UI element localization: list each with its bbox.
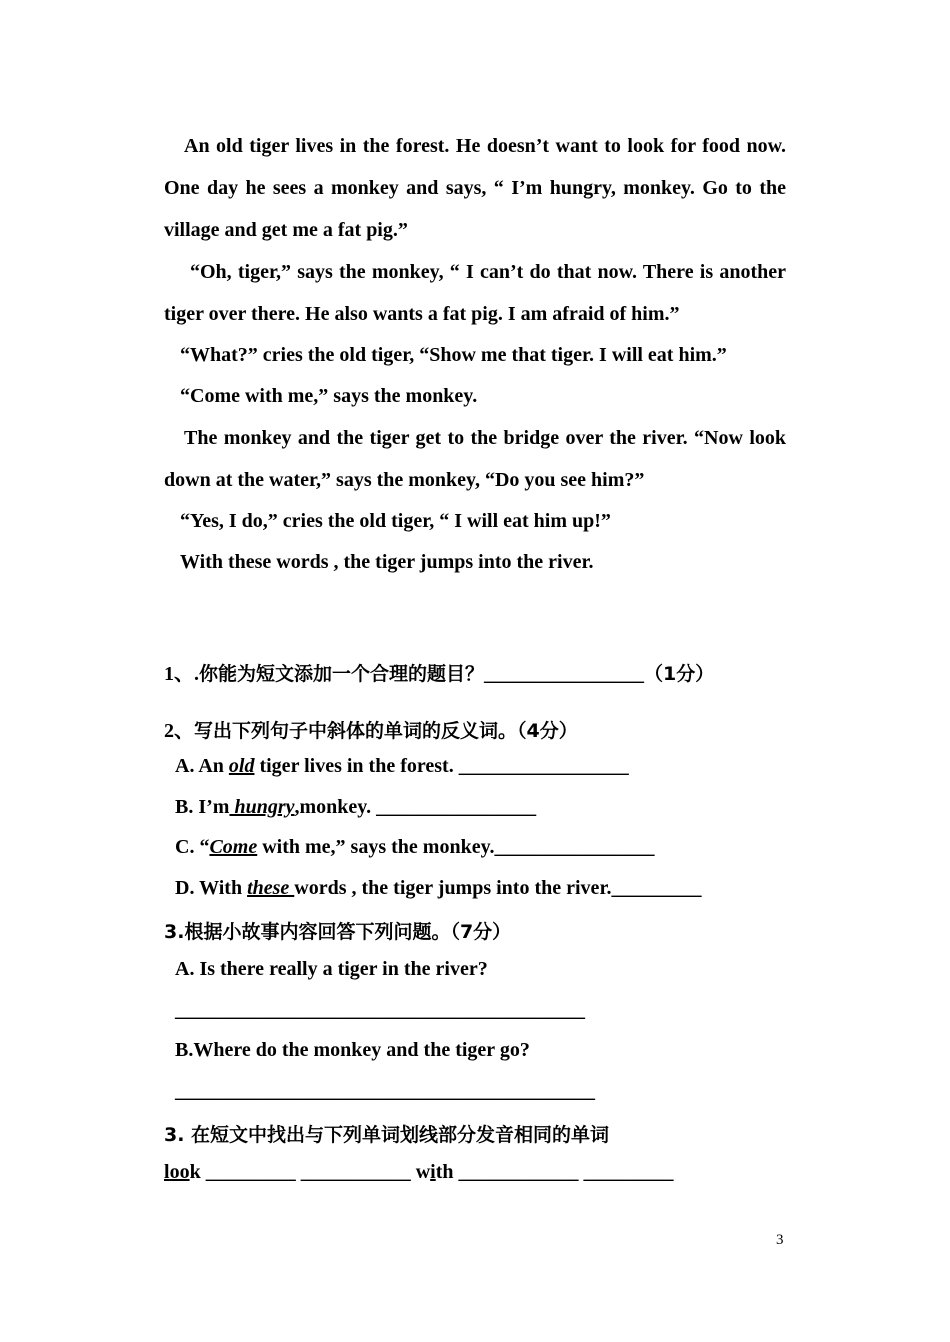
- question-3-item-a: A. Is there really a tiger in the river?: [175, 958, 488, 980]
- story-paragraph-1: An old tiger lives in the forest. He doesn’t want to look for food now. One day he sees a monkey and says, “ I’m hungry, monkey. Go to the village and get me a fat pig.”: [164, 135, 786, 241]
- word-look-end: k: [189, 1161, 201, 1183]
- item-b-blank[interactable]: ________________: [376, 796, 537, 818]
- word-look-start: l: [164, 1161, 170, 1183]
- word-with-end: th: [435, 1161, 454, 1183]
- question-3-answer-b[interactable]: __________________________________________: [175, 1080, 595, 1102]
- question-2-item-a: [175, 755, 629, 778]
- word-with-underlined: i: [430, 1161, 436, 1183]
- page-number: 3: [776, 1232, 784, 1248]
- question-4-title: 3. 在短文中找出与下列单词划线部分发音相同的单词: [164, 1124, 610, 1146]
- question-2: [164, 714, 578, 743]
- question-1-text: 你能为短文添加一个合理的题目？: [199, 663, 485, 685]
- word-look-blanks[interactable]: _________ ___________: [200, 1161, 416, 1183]
- item-d-word: these: [247, 877, 295, 899]
- item-c-rest: with me,” says the monkey.: [257, 836, 495, 858]
- question-4: [164, 1120, 609, 1147]
- question-2-item-d: [175, 877, 701, 900]
- story-paragraph-3: “What?” cries the old tiger, “Show me that tiger. I will eat him.”: [180, 344, 727, 366]
- item-a-rest: tiger lives in the forest.: [254, 755, 459, 777]
- question-2-text: 写出下列句子中斜体的单词的反义词。（4分）: [194, 720, 578, 742]
- item-d-label: D. With: [175, 877, 248, 899]
- item-c-word: Come: [209, 836, 258, 858]
- item-a-blank[interactable]: _________________: [458, 755, 629, 777]
- item-b-rest: ,monkey.: [294, 796, 377, 818]
- question-1-prefix: 1、.: [164, 663, 199, 685]
- story-paragraph-6: “Yes, I do,” cries the old tiger, “ I will eat him up!”: [180, 510, 611, 532]
- story-paragraph-5: The monkey and the tiger get to the bridge over the river. “Now look down at the water,” says the monkey, “Do you see him?”: [164, 427, 786, 491]
- question-3-answer-a[interactable]: _________________________________________: [175, 999, 585, 1021]
- item-a-label: A. An: [175, 755, 229, 777]
- story-paragraph-4: “Come with me,” says the monkey.: [180, 385, 478, 407]
- question-3-item-b: B.Where do the monkey and the tiger go?: [175, 1039, 530, 1061]
- question-1: [164, 657, 714, 686]
- item-b-label: B. I’m: [175, 796, 230, 818]
- item-d-blank[interactable]: _________: [611, 877, 702, 899]
- item-b-word: hungry: [229, 796, 295, 818]
- question-1-score: （1分）: [644, 663, 715, 685]
- question-2-item-b: [175, 796, 536, 819]
- story-paragraph-7: With these words , the tiger jumps into the river.: [180, 551, 594, 573]
- word-with-start: w: [415, 1161, 431, 1183]
- item-a-word: old: [228, 755, 255, 777]
- item-d-rest: words , the tiger jumps into the river.: [294, 877, 612, 899]
- word-look-underlined: oo: [169, 1161, 190, 1183]
- story-passage: [164, 125, 786, 583]
- word-with-blanks[interactable]: ____________ _________: [453, 1161, 674, 1183]
- question-4-words: [164, 1161, 674, 1184]
- item-c-blank[interactable]: ________________: [494, 836, 655, 858]
- question-2-prefix: 2、: [164, 720, 194, 742]
- question-3-title: 3.根据小故事内容回答下列问题。（7分）: [164, 921, 512, 943]
- question-1-blank[interactable]: ________________: [484, 663, 645, 685]
- story-paragraph-2: “Oh, tiger,” says the monkey, “ I can’t do that now. There is another tiger over there. He also wants a fat pig. I am afraid of him.”: [164, 261, 786, 325]
- item-c-label: C. “: [175, 836, 210, 858]
- question-2-item-c: [175, 836, 654, 859]
- question-3: [164, 917, 511, 944]
